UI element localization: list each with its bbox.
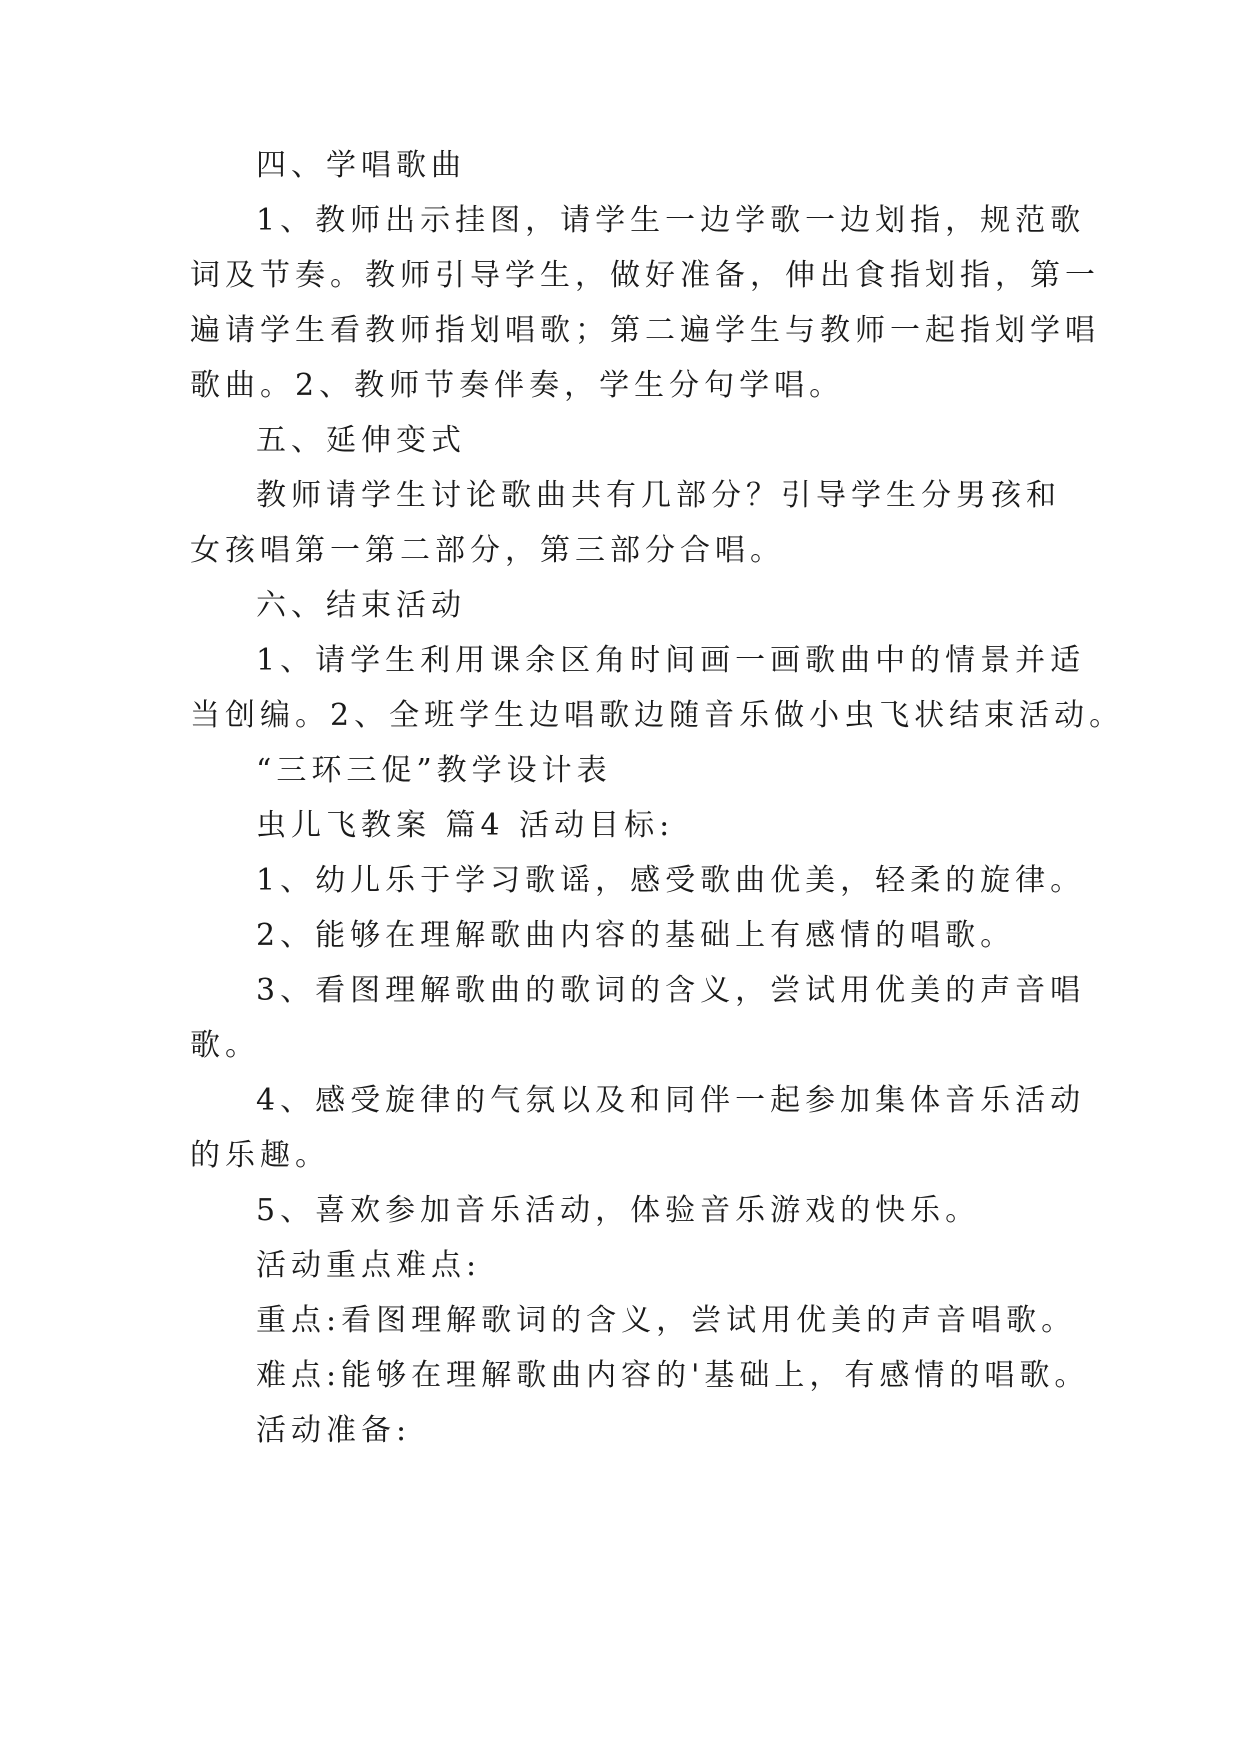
table-title: “三环三促”教学设计表 (256, 753, 612, 788)
section-heading-closing: 六、结束活动 (256, 588, 466, 623)
section-heading-preparation: 活动准备: (256, 1413, 412, 1448)
objective-item: 5、喜欢参加音乐活动，体验音乐游戏的快乐。 (256, 1193, 981, 1228)
paragraph-line: 教师请学生讨论歌曲共有几部分？引导学生分男孩和 (256, 478, 1061, 513)
section-heading-learn-song: 四、学唱歌曲 (256, 148, 466, 183)
paragraph-line: 1、教师出示挂图，请学生一边学歌一边划指，规范歌 (256, 203, 1086, 238)
paragraph-line: 1、请学生利用课余区角时间画一画歌曲中的情景并适 (256, 643, 1086, 678)
paragraph-line: 词及节奏。教师引导学生，做好准备，伸出食指划指，第一 (190, 258, 1100, 293)
paragraph-line: 当创编。2、全班学生边唱歌边随音乐做小虫飞状结束活动。 (190, 698, 1125, 733)
section-heading-extension: 五、延伸变式 (256, 423, 466, 458)
objective-item: 2、能够在理解歌曲内容的基础上有感情的唱歌。 (256, 918, 1016, 953)
lesson-heading: 虫儿飞教案 篇4 活动目标: (256, 808, 675, 843)
objective-item: 1、幼儿乐于学习歌谣，感受歌曲优美，轻柔的旋律。 (256, 863, 1086, 898)
objective-item: 4、感受旋律的气氛以及和同伴一起参加集体音乐活动 (256, 1083, 1086, 1118)
objective-item: 3、看图理解歌曲的歌词的含义，尝试用优美的声音唱 (256, 973, 1086, 1008)
paragraph-line: 女孩唱第一第二部分，第三部分合唱。 (190, 533, 785, 568)
difficulty-line: 难点:能够在理解歌曲内容的'基础上，有感情的唱歌。 (256, 1358, 1090, 1393)
section-heading-key-points: 活动重点难点: (256, 1248, 482, 1283)
paragraph-line: 遍请学生看教师指划唱歌；第二遍学生与教师一起指划学唱 (190, 313, 1100, 348)
key-point-line: 重点:看图理解歌词的含义，尝试用优美的声音唱歌。 (256, 1303, 1077, 1338)
paragraph-line: 的乐趣。 (190, 1138, 330, 1173)
paragraph-line: 歌曲。2、教师节奏伴奏，学生分句学唱。 (190, 368, 845, 403)
paragraph-line: 歌。 (190, 1028, 260, 1063)
